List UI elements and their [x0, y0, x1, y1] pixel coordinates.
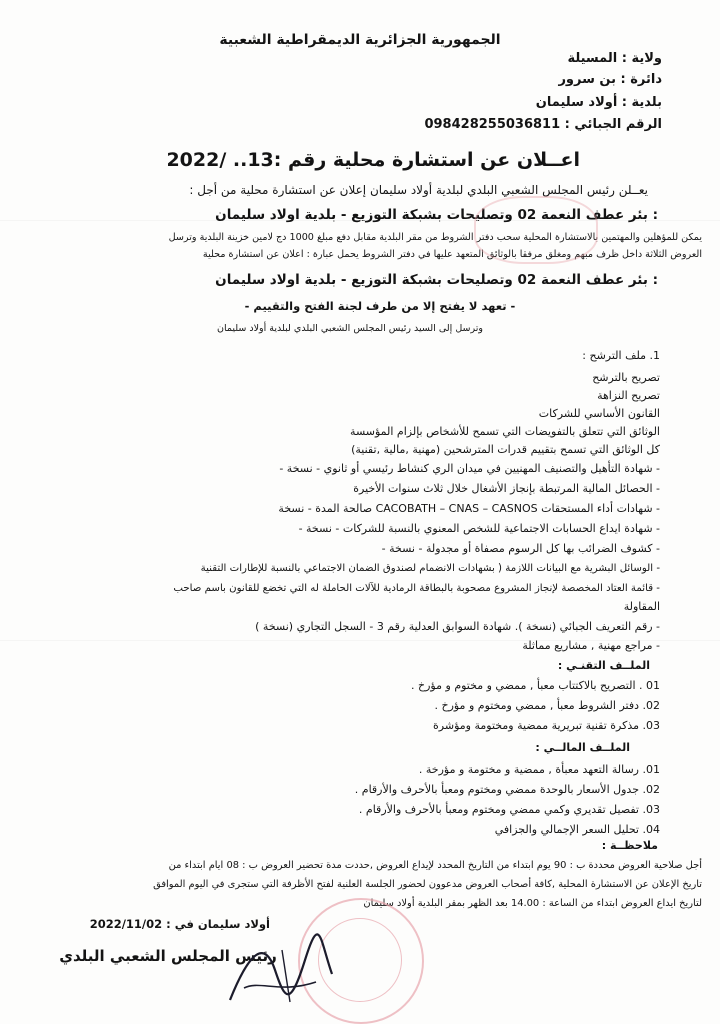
list-item: القانون الأساسي للشركات [538, 407, 660, 420]
list-item: - شهادة التأهيل والتصنيف المهنيين في ميدان الري كنشاط رئيسي أو ثانوي - نسخة - [279, 462, 660, 475]
send-to-line: وترسل إلى السيد رئيس المجلس الشعبي البلدي لبلدية أولاد سليمان [217, 323, 483, 334]
note-heading: ملاحظــة : [601, 839, 658, 852]
list-item: 01 . التصريح بالاكتتاب معبأ , ممضي و مختوم و مؤرخ . [411, 679, 660, 692]
intro-text: يعــلن رئيس المجلس الشعبي البلدي لبلدية أولاد سليمان إعلان عن استشارة محلية من أجل : [189, 183, 648, 197]
place-date: أولاد سليمان في : 2022/11/02 [89, 917, 270, 931]
list-item: 02. دفتر الشروط معبأ , ممضي ومختوم و مؤرخ . [434, 699, 660, 712]
faint-stamp [474, 196, 598, 264]
note-line-2: تاريخ الإعلان عن الاستشارة المحلية ,كافة أصحاب العروض مدعوون لحضور الجلسة العلنية لفتح الأظرفة التي ستجرى في اليوم الموافق [153, 879, 702, 890]
daira-line: دائرة : بن سرور [558, 72, 662, 87]
candidacy-heading: 1. ملف الترشح : [582, 349, 660, 362]
signature-icon [220, 930, 340, 1014]
document-title: اعــلان عن استشارة محلية رقم :13.. /2022 [166, 149, 580, 171]
list-item: - رقم التعريف الجبائي (نسخة ). شهادة السوابق العدلية رقم 3 - السجل التجاري (نسخة ) [255, 620, 660, 633]
list-item: الوثائق التي تتعلق بالتفويضات التي تسمح للأشخاص بإلزام المؤسسة [350, 425, 660, 438]
paragraph-line-1: يمكن للمؤهلين والمهتمين بالاستشارة المحلية سحب دفتر الشروط من مقر البلدية مقابل دفع مبلغ 1000 دج لامين خزينة البلدية وترسل [168, 232, 702, 243]
financial-heading: الملــف المالــي : [535, 741, 630, 754]
list-item: 03. تفصيل تقديري وكمي ممضي ومختوم ومعبأ بالأحرف والأرقام . [358, 803, 660, 816]
project-subject-1: : بئر عطف النعمة 02 وتصليحات بشبكة التوزيع - بلدية اولاد سليمان [215, 207, 658, 223]
list-item: - قائمة العتاد المخصصة لإنجاز المشروع مصحوبة بالبطاقة الرمادية للآلات الحاملة له التي تخضع للقانون باسم صاحب [173, 583, 660, 594]
note-line-3: لتاريخ ايداع العروض ابتداء من الساعة : 14.00 بعد الظهر بمقر البلدية أولاد سليمان [363, 898, 702, 909]
list-item: 03. مذكرة تقنية تبريرية ممضية ومختومة ومؤشرة [433, 719, 660, 732]
list-item: 02. جدول الأسعار بالوحدة ممضي ومختوم ومعبأ بالأحرف والأرقام . [354, 783, 660, 796]
list-item: 01. رسالة التعهد معبأة , ممضية و مختومة و مؤرخة . [418, 763, 660, 776]
opening-notice: - تعهد لا يفتح إلا من طرف لجنة الفتح والتقييم - [244, 299, 516, 313]
list-item: - شهادات أداء المستحقات CACOBATH – CNAS – CASNOS صالحة المدة - نسخة [278, 502, 660, 515]
republic-heading: الجمهورية الجزائرية الديمقراطية الشعبية [219, 32, 501, 48]
list-item: - شهادة ايداع الحسابات الاجتماعية للشخص المعنوي بالنسبة للشركات - نسخة - [298, 522, 660, 535]
list-item: - مراجع مهنية , مشاريع مماثلة [522, 639, 660, 652]
list-item: تصريح النزاهة [597, 389, 660, 402]
commune-line: بلدية : أولاد سليمان [535, 95, 662, 110]
tax-id-line: الرقم الجبائي : 09842825503681‌1 [424, 117, 662, 132]
project-subject-2: : بئر عطف النعمة 02 وتصليحات بشبكة التوزيع - بلدية اولاد سليمان [215, 272, 658, 288]
list-item: المقاولة [623, 600, 660, 613]
paragraph-line-2: العروض الثلاثة داخل ظرف مبهم ومغلق مرفقا بالوثائق المتعهد عليها في دفتر الشروط يحمل عبارة : اعلان عن استشارة محلية [202, 249, 702, 260]
note-line-1: أجل صلاحية العروض محددة ب : 90 يوم ابتداء من التاريخ المحدد لإيداع العروض ,حددت مدة تحضير العروض ب : 08 ايام ابتداء من [168, 860, 702, 871]
wilaya-line: ولاية : المسيلة [567, 51, 662, 66]
technical-heading: الملــف التقنـي : [557, 659, 650, 672]
list-item: 04. تحليل السعر الإجمالي والجزافي [494, 823, 660, 836]
signatory-title: رئيس المجلس الشعبي البلدي [59, 947, 277, 965]
list-item: - كشوف الضرائب بها كل الرسوم مصفاة أو مجدولة - نسخة - [381, 542, 660, 555]
list-item: - الوسائل البشرية مع البيانات اللازمة ( بشهادات الانضمام لصندوق الضمان الاجتماعي بالنسبة للإطارات التقنية [200, 563, 660, 574]
list-item: تصريح بالترشح [592, 371, 660, 384]
list-item: - الحصائل المالية المرتبطة بإنجاز الأشغال خلال ثلاث سنوات الأخيرة [353, 482, 660, 495]
list-item: كل الوثائق التي تسمح بتقييم قدرات المترشحين (مهنية ,مالية ,تقنية) [351, 443, 660, 456]
